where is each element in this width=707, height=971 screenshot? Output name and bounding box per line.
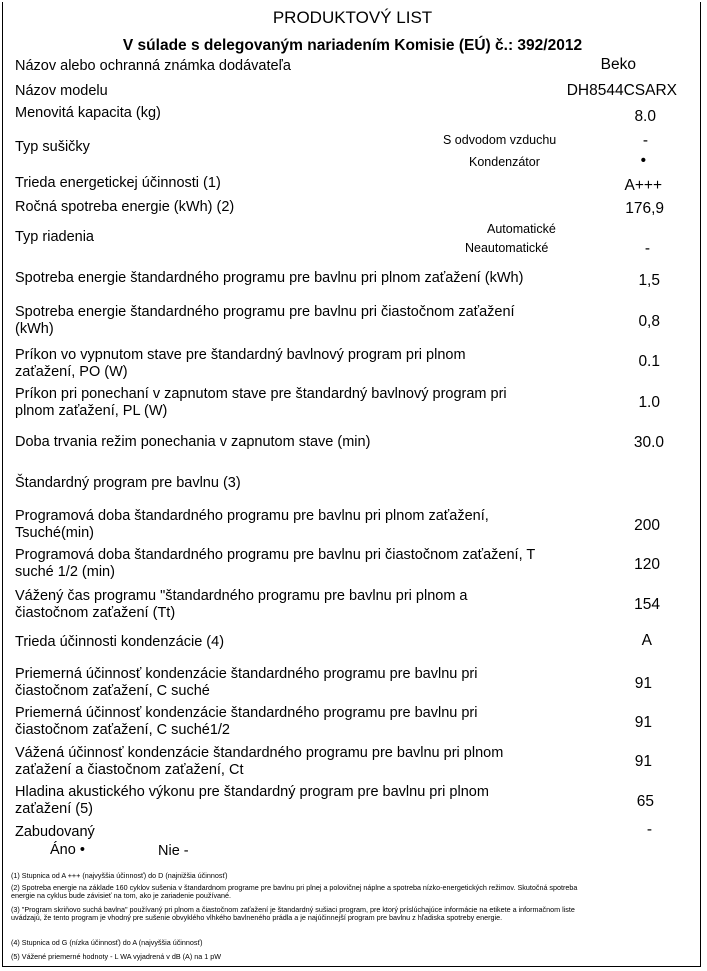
page-subtitle: V súlade s delegovaným nariadením Komisie (EÚ) č.: 392/2012 bbox=[122, 37, 583, 54]
footnote-2: (2) Spotreba energie na základe 160 cyklov sušenia v štandardnom programe pre bavlnu pri plnej a polovičnej náplne a spotreba nízko-energetických režimov. Skutočná spotreba energie na cyklus bude závisieť na tom, ako je zariadenie používané. bbox=[11, 883, 578, 901]
energy-class-label: Trieda energetickej účinnosti (1) bbox=[15, 175, 221, 191]
noise-label: Hladina akustického výkonu pre štandardný program pre bavlnu pri plnom zaťažení (5) bbox=[15, 784, 489, 817]
left-on-duration-value: 30.0 bbox=[633, 434, 664, 451]
footnote-4: (4) Stupnica od G (nízka účinnosť) do A (najvyššia účinnosť) bbox=[11, 938, 203, 947]
supplier-label: Názov alebo ochranná známka dodávateľa bbox=[15, 58, 291, 74]
condensation-class-value: A bbox=[641, 632, 652, 649]
built-in-label: Zabudovaný bbox=[15, 824, 95, 840]
cond-eff-full-value: 91 bbox=[634, 675, 652, 692]
dryer-type-vented-value: - bbox=[642, 132, 648, 149]
annual-energy-label: Ročná spotreba energie (kWh) (2) bbox=[15, 199, 235, 215]
power-left-on-value: 1.0 bbox=[638, 394, 660, 411]
control-type-option-auto: Automatické bbox=[487, 222, 556, 236]
energy-full-value: 1,5 bbox=[638, 272, 660, 289]
footnote-5: (5) Vážené priemerné hodnoty - L WA vyjadrená v dB (A) na 1 pW bbox=[11, 952, 221, 961]
footnote-1: (1) Stupnica od A +++ (najvyššia účinnosť) do D (najnižšia účinnosť) bbox=[11, 871, 228, 880]
time-partial-label: Programová doba štandardného programu pre bavlnu pri čiastočnom zaťažení, T suché 1/2 (min) bbox=[15, 547, 535, 580]
cond-eff-weighted-label: Vážená účinnosť kondenzácie štandardného programu pre bavlnu pri plnom zaťažení a čiastočnom zaťažení, Ct bbox=[15, 745, 504, 778]
control-type-label: Typ riadenia bbox=[15, 229, 94, 245]
control-type-manual-value: - bbox=[644, 240, 650, 257]
supplier-value: Beko bbox=[600, 56, 636, 73]
cond-eff-partial-label: Priemerná účinnosť kondenzácie štandardného programu pre bavlnu pri čiastočnom zaťažení, C suché1/2 bbox=[15, 705, 478, 738]
weighted-time-label: Vážený čas programu "štandardného programu pre bavlnu pri plnom a čiastočnom zaťažení (Tt) bbox=[15, 588, 468, 621]
page-title: PRODUKTOVÝ LIST bbox=[272, 8, 433, 27]
left-on-duration-label: Doba trvania režim ponechania v zapnutom stave (min) bbox=[15, 434, 371, 450]
energy-partial-label: Spotreba energie štandardného programu pre bavlnu pri čiastočnom zaťažení (kWh) bbox=[15, 304, 515, 337]
noise-value: 65 bbox=[636, 793, 654, 810]
dryer-type-option-vented: S odvodom vzduchu bbox=[443, 133, 557, 147]
energy-class-value: A+++ bbox=[624, 177, 662, 194]
power-off-label: Príkon vo vypnutom stave pre štandardný bavlnový program pri plnom zaťažení, PO (W) bbox=[15, 347, 466, 380]
energy-full-label: Spotreba energie štandardného programu pre bavlnu pri plnom zaťažení (kWh) bbox=[15, 270, 524, 286]
cond-eff-weighted-value: 91 bbox=[634, 753, 652, 770]
weighted-time-value: 154 bbox=[634, 596, 660, 613]
power-left-on-label: Príkon pri ponechaní v zapnutom stave pre štandardný bavlnový program pri plnom zaťažení, PL (W) bbox=[15, 386, 507, 419]
product-sheet bbox=[2, 2, 701, 967]
condensation-class-label: Trieda účinnosti kondenzácie (4) bbox=[15, 634, 225, 650]
time-full-value: 200 bbox=[634, 517, 660, 534]
power-off-value: 0.1 bbox=[638, 353, 660, 370]
capacity-value: 8.0 bbox=[634, 108, 656, 125]
dryer-type-condenser-value: • bbox=[640, 152, 646, 169]
cond-eff-full-label: Priemerná účinnosť kondenzácie štandardného programu pre bavlnu pri čiastočnom zaťažení, C suché bbox=[15, 666, 478, 699]
built-in-no: Nie - bbox=[158, 843, 189, 859]
annual-energy-value: 176,9 bbox=[625, 200, 664, 217]
time-full-label: Programová doba štandardného programu pre bavlnu pri plnom zaťažení, Tsuché(min) bbox=[15, 508, 489, 541]
dryer-type-label: Typ sušičky bbox=[15, 139, 90, 155]
model-value: DH8544CSARX bbox=[566, 82, 677, 99]
standard-program-heading: Štandardný program pre bavlnu (3) bbox=[15, 475, 241, 491]
built-in-value: - bbox=[646, 821, 652, 838]
footnote-3: (3) "Program skriňovo suchá bavlna" používaný pri plnom a čiastočnom zaťažení je štandardný sušiaci program, pre ktorý príslúchajúce informácie na etikete a informačnom liste uvádzajú, že tento program je vhodný pre sušenie obvyklého vlhkého bavlneného prádla a je najúčinnejší program pre bavlnu z hľadiska spotreby energie. bbox=[11, 905, 575, 923]
cond-eff-partial-value: 91 bbox=[634, 714, 652, 731]
energy-partial-value: 0,8 bbox=[638, 313, 660, 330]
built-in-yes: Áno • bbox=[50, 842, 85, 858]
dryer-type-option-condenser: Kondenzátor bbox=[469, 155, 540, 169]
capacity-label: Menovitá kapacita (kg) bbox=[15, 105, 161, 121]
model-label: Názov modelu bbox=[15, 83, 108, 99]
time-partial-value: 120 bbox=[634, 556, 660, 573]
control-type-option-manual: Neautomatické bbox=[465, 241, 549, 255]
